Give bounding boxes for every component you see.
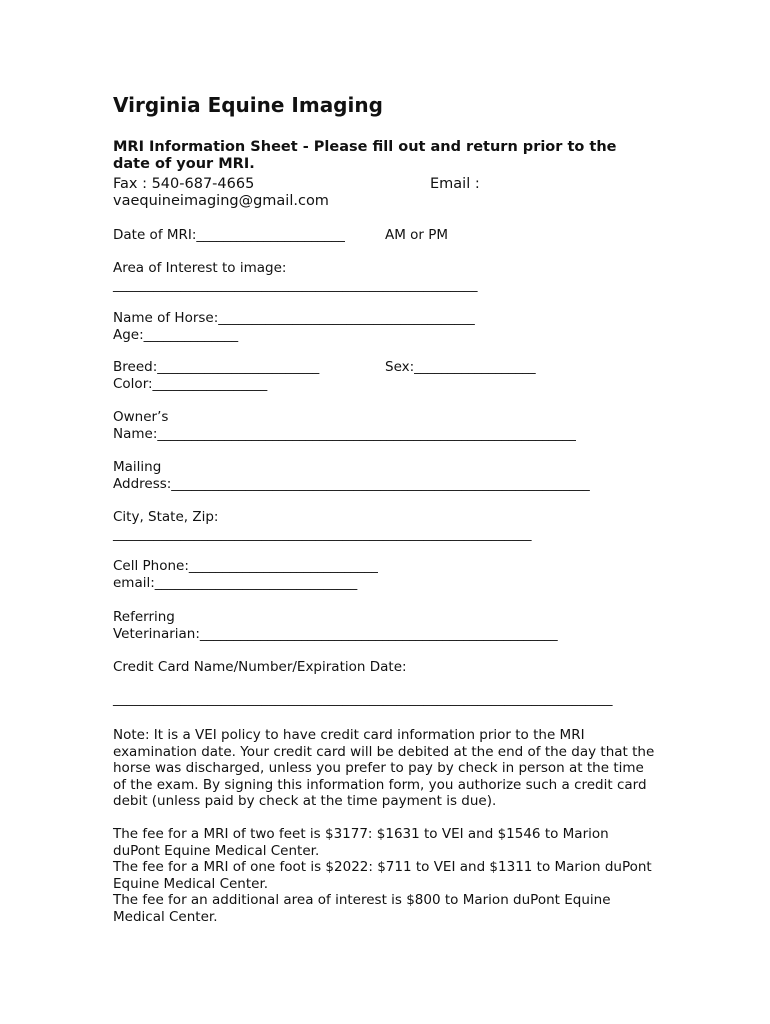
email-label: Email : <box>430 176 480 192</box>
date-of-mri-row <box>113 227 673 244</box>
email-field[interactable]: email:______________________________ <box>113 575 358 591</box>
cell-phone-field[interactable]: Cell Phone:____________________________ <box>113 558 378 574</box>
mailing-address-field[interactable] <box>113 459 590 493</box>
color-field[interactable]: Color:_________________ <box>113 376 268 392</box>
phone-email <box>113 558 378 592</box>
owner-name-line[interactable]: Name:______________________________________________________________ <box>113 426 576 442</box>
horse-info <box>113 310 475 344</box>
credit-card-label: Credit Card Name/Number/Expiration Date: <box>113 659 407 675</box>
breed-sex-color <box>113 359 673 393</box>
fee-schedule <box>113 826 658 925</box>
area-of-interest-line[interactable]: ______________________________________________________ <box>113 277 478 293</box>
age-field[interactable]: Age:______________ <box>113 327 239 343</box>
sex-field[interactable]: Sex:__________________ <box>385 359 536 375</box>
address-line[interactable]: Address:______________________________________________________________ <box>113 476 590 492</box>
area-of-interest-field[interactable] <box>113 260 478 294</box>
owner-name-field[interactable] <box>113 409 576 443</box>
contact-info <box>113 176 673 210</box>
fax-number: Fax : 540-687-4665 <box>113 176 255 192</box>
referring-label: Referring <box>113 609 175 625</box>
credit-card-line[interactable]: __________________________________________________________________________ <box>113 691 613 707</box>
page-title: Virginia Equine Imaging <box>113 93 383 117</box>
veterinarian-line[interactable]: Veterinarian:_____________________________________________________ <box>113 626 558 642</box>
fee-additional-area: The fee for an additional area of interest is $800 to Marion duPont Equine Medical Center. <box>113 892 611 925</box>
city-state-zip-label: City, State, Zip: <box>113 509 219 525</box>
area-of-interest-label: Area of Interest to image: <box>113 260 287 276</box>
email-address: vaequineimaging@gmail.com <box>113 193 329 209</box>
policy-note: Note: It is a VEI policy to have credit card information prior to the MRI examination date. Your credit card will be debited at the end of the day that the horse was discharged, unless you prefer to pay by check in person at the time of the exam. By signing this information form, you authorize such a credit card debit (unless paid by check at the time payment is due). <box>113 727 655 809</box>
am-pm-choice[interactable]: AM or PM <box>385 227 449 243</box>
horse-name-field[interactable]: Name of Horse:______________________________________ <box>113 310 475 326</box>
date-of-mri-field[interactable]: Date of MRI:______________________ <box>113 227 345 243</box>
city-state-zip-line[interactable]: ______________________________________________________________ <box>113 526 532 542</box>
fee-one-foot: The fee for a MRI of one foot is $2022: $711 to VEI and $1311 to Marion duPont Equine Medical Center. <box>113 859 652 892</box>
fee-two-feet: The fee for a MRI of two feet is $3177: $1631 to VEI and $1546 to Marion duPont Equine Medical Center. <box>113 826 609 859</box>
mailing-label: Mailing <box>113 459 162 475</box>
form-subtitle: MRI Information Sheet - Please fill out and return prior to the date of your MRI. <box>113 139 617 172</box>
city-state-zip-field[interactable] <box>113 509 532 543</box>
breed-field[interactable]: Breed:________________________ <box>113 359 320 375</box>
owner-label: Owner’s <box>113 409 169 425</box>
referring-veterinarian-field[interactable] <box>113 609 558 643</box>
